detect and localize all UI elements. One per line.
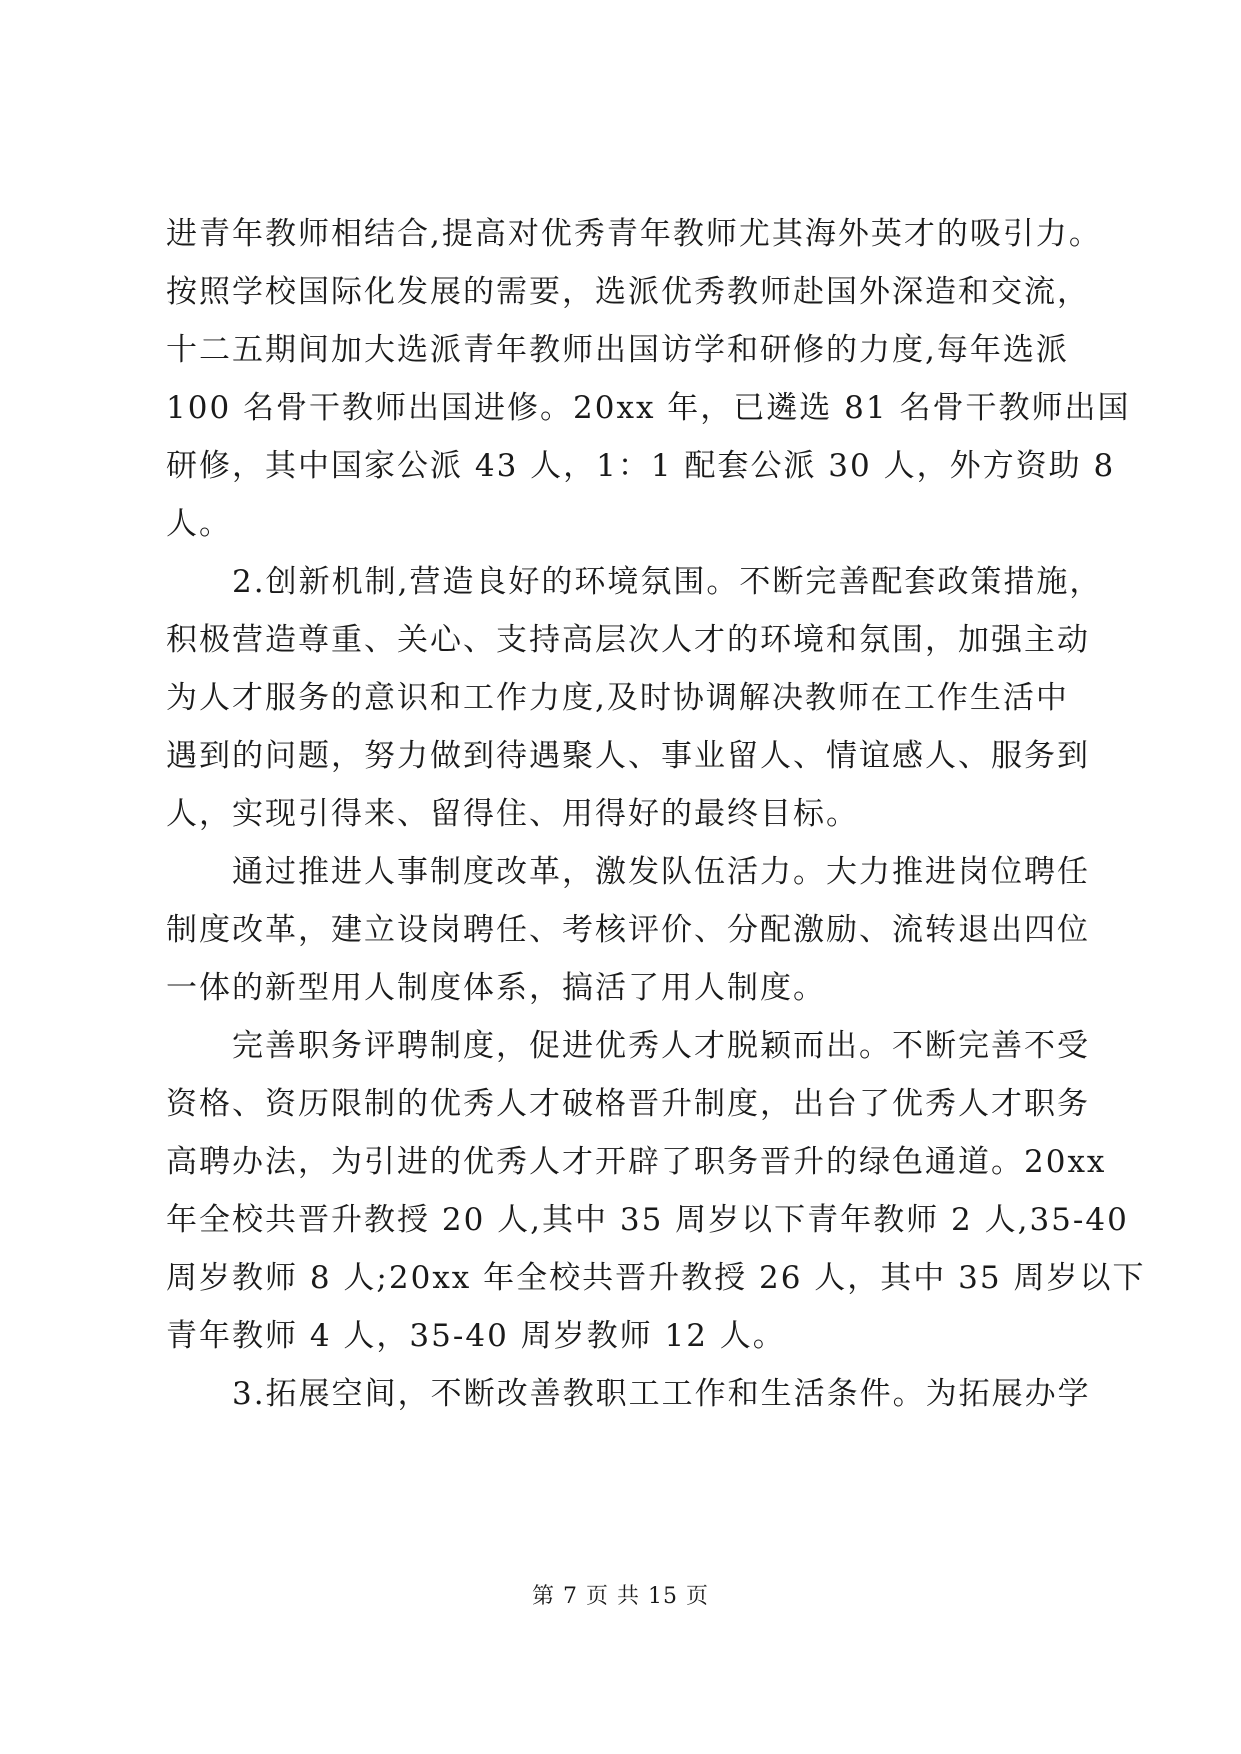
- text-line: 遇到的问题，努力做到待遇聚人、事业留人、情谊感人、服务到: [166, 738, 1090, 774]
- text-line: 制度改革，建立设岗聘任、考核评价、分配激励、流转退出四位: [166, 912, 1090, 948]
- text-line: 人。: [166, 506, 232, 542]
- paragraph-start-line: 完善职务评聘制度，促进优秀人才脱颖而出。不断完善不受: [232, 1028, 1090, 1064]
- text-line: 积极营造尊重、关心、支持高层次人才的环境和氛围，加强主动: [166, 622, 1090, 658]
- paragraph-start-line: 通过推进人事制度改革，激发队伍活力。大力推进岗位聘任: [232, 854, 1090, 890]
- text-line: 青年教师 4 人，35-40 周岁教师 12 人。: [166, 1318, 786, 1354]
- text-line: 十二五期间加大选派青年教师出国访学和研修的力度,每年选派: [166, 332, 1069, 368]
- text-line: 进青年教师相结合,提高对优秀青年教师尤其海外英才的吸引力。: [166, 216, 1102, 252]
- text-line: 高聘办法，为引进的优秀人才开辟了职务晋升的绿色通道。20xx: [166, 1144, 1107, 1180]
- text-line: 研修，其中国家公派 43 人，1：1 配套公派 30 人，外方资助 8: [166, 448, 1116, 484]
- text-line: 一体的新型用人制度体系，搞活了用人制度。: [166, 970, 826, 1006]
- text-line: 年全校共晋升教授 20 人,其中 35 周岁以下青年教师 2 人,35-40: [166, 1202, 1129, 1238]
- text-line: 人，实现引得来、留得住、用得好的最终目标。: [166, 796, 859, 832]
- text-line: 资格、资历限制的优秀人才破格晋升制度，出台了优秀人才职务: [166, 1086, 1090, 1122]
- text-line: 周岁教师 8 人;20xx 年全校共晋升教授 26 人，其中 35 周岁以下: [166, 1260, 1146, 1296]
- paragraph-start-line: 2.创新机制,营造良好的环境氛围。不断完善配套政策措施，: [232, 564, 1103, 600]
- text-line: 100 名骨干教师出国进修。20xx 年，已遴选 81 名骨干教师出国: [166, 390, 1131, 426]
- text-line: 按照学校国际化发展的需要，选派优秀教师赴国外深造和交流，: [166, 274, 1090, 310]
- page-number-footer: 第 7 页 共 15 页: [532, 1584, 709, 1609]
- text-line: 为人才服务的意识和工作力度,及时协调解决教师在工作生活中: [166, 680, 1069, 716]
- paragraph-start-line: 3.拓展空间，不断改善教职工工作和生活条件。为拓展办学: [232, 1376, 1091, 1412]
